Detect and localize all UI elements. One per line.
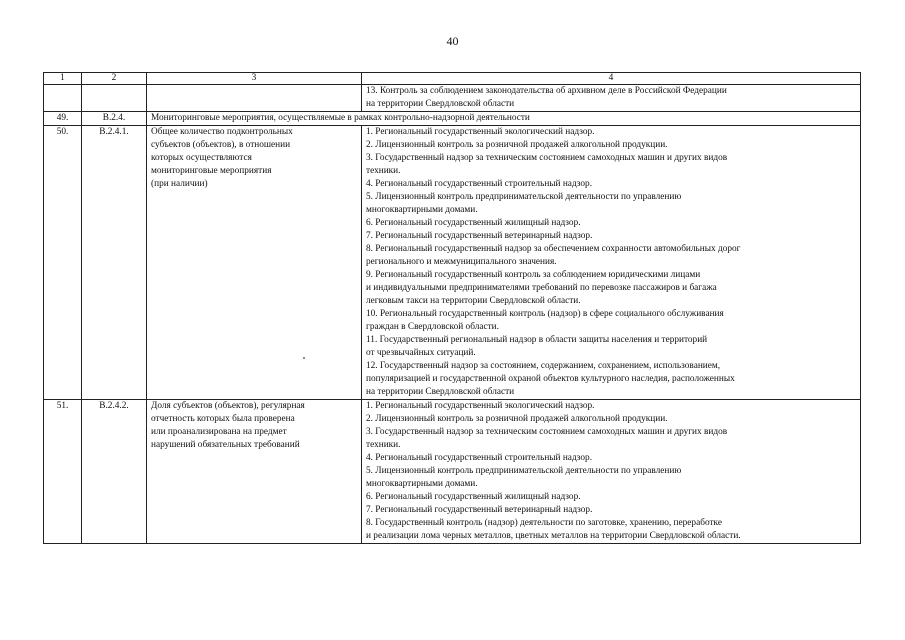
text-line: 10. Региональный государственный контроль (надзор) в сфере социального обслуживания: [366, 309, 724, 319]
text-line: 5. Лицензионный контроль предпринимательской деятельности по управлению: [366, 192, 682, 202]
text-line: нарушений обязательных требований: [151, 440, 300, 450]
text-line: 7. Региональный государственный ветеринарный надзор.: [366, 231, 593, 241]
row-code: В.2.4.1.: [82, 126, 147, 400]
text-line: (при наличии): [151, 179, 208, 189]
text-line: от чрезвычайных ситуаций.: [366, 348, 476, 358]
text-line: многоквартирными домами.: [366, 479, 478, 489]
row-number: 51.: [44, 400, 82, 544]
column-header: 4: [362, 73, 861, 85]
page-number: 40: [446, 34, 459, 48]
row-code: В.2.4.2.: [82, 400, 147, 544]
indicator-cell: [147, 126, 362, 400]
text-line: на территории Свердловской области: [366, 99, 515, 109]
section-row: [44, 112, 861, 126]
table-row: [44, 400, 861, 544]
text-line: Доля субъектов (объектов), регулярная: [151, 401, 305, 411]
text-line: субъектов (объектов), в отношении: [151, 140, 291, 150]
continuation-row: [44, 85, 861, 112]
text-line: 3. Государственный надзор за техническим состоянием самоходных машин и других видов: [366, 153, 728, 163]
text-line: на территории Свердловской области: [366, 387, 515, 397]
row-code: В.2.4.: [82, 112, 147, 126]
continuation-cell: [362, 85, 861, 112]
column-numbers-row: [44, 73, 861, 85]
text-line: 11. Государственный региональный надзор в области защиты населения и территорий: [366, 335, 708, 345]
text-line: техники.: [366, 166, 401, 176]
control-kinds-cell: [362, 400, 861, 544]
text-line: 6. Региональный государственный жилищный надзор.: [366, 218, 581, 228]
text-line: которых осуществляются: [151, 153, 252, 163]
text-line: 1. Региональный государственный экологический надзор.: [366, 127, 595, 137]
text-line: 13. Контроль за соблюдением законодательства об архивном деле в Российской Федерации: [366, 86, 727, 96]
text-line: 1. Региональный государственный экологический надзор.: [366, 401, 595, 411]
text-line: 8. Государственный контроль (надзор) деятельности по заготовке, хранению, переработке: [366, 518, 722, 528]
indicators-table: [43, 72, 861, 544]
row-number: 50.: [44, 126, 82, 400]
column-header: 2: [82, 73, 147, 85]
column-header: 1: [44, 73, 82, 85]
text-line: или проанализирована на предмет: [151, 427, 287, 437]
text-line: регионального и межмуниципального значения.: [366, 257, 557, 267]
text-line: 9. Региональный государственный контроль за соблюдением юридическими лицами: [366, 270, 701, 280]
column-header: 3: [147, 73, 362, 85]
text-line: и реализации лома черных металлов, цветных металлов на территории Свердловской области.: [366, 531, 741, 541]
text-line: Общее количество подконтрольных: [151, 127, 293, 137]
text-line: 5. Лицензионный контроль предпринимательской деятельности по управлению: [366, 466, 682, 476]
text-line: и индивидуальными предпринимателями требований по перевозке пассажиров и багажа: [366, 283, 717, 293]
text-line: 4. Региональный государственный строительный надзор.: [366, 453, 593, 463]
text-line: легковым такси на территории Свердловской области.: [366, 296, 581, 306]
text-line: граждан в Свердловской области.: [366, 322, 499, 332]
text-line: 7. Региональный государственный ветеринарный надзор.: [366, 505, 593, 515]
text-line: 2. Лицензионный контроль за розничной продажей алкогольной продукции.: [366, 140, 668, 150]
text-line: 2. Лицензионный контроль за розничной продажей алкогольной продукции.: [366, 414, 668, 424]
text-line: 12. Государственный надзор за состоянием, содержанием, сохранением, использованием,: [366, 361, 721, 371]
text-line: 4. Региональный государственный строительный надзор.: [366, 179, 593, 189]
text-line: техники.: [366, 440, 401, 450]
text-line: популяризацией и государственной охраной объектов культурного наследия, расположенных: [366, 374, 735, 384]
control-kinds-cell: [362, 126, 861, 400]
text-line: 6. Региональный государственный жилищный надзор.: [366, 492, 581, 502]
table-row: [44, 126, 861, 400]
text-line: мониторинговые мероприятия: [151, 166, 272, 176]
text-line: 3. Государственный надзор за техническим состоянием самоходных машин и других видов: [366, 427, 728, 437]
indicator-cell: [147, 400, 362, 544]
text-line: многоквартирными домами.: [366, 205, 478, 215]
text-line: отчетность которых была проверена: [151, 414, 295, 424]
text-line: 8. Региональный государственный надзор за обеспечением сохранности автомобильных дорог: [366, 244, 741, 254]
row-number: 49.: [44, 112, 82, 126]
section-title: Мониторинговые мероприятия, осуществляемые в рамках контрольно-надзорной деятельности: [147, 112, 861, 126]
